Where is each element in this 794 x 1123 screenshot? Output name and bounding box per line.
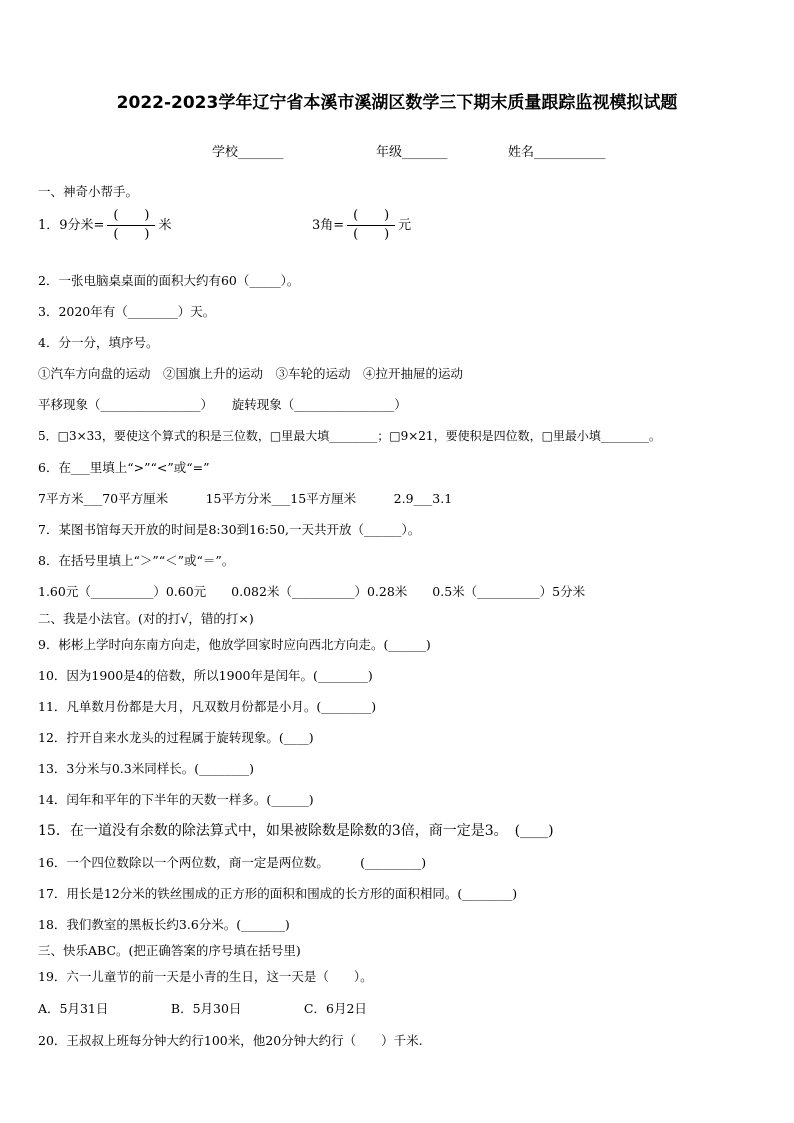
question-3: 3．2020年有（________）天。	[38, 304, 216, 319]
question-2: 2．一张电脑桌桌面的面积大约有60（_____）。	[38, 273, 300, 288]
numerator-blank[interactable]: ( )	[107, 209, 155, 226]
numerator-blank[interactable]: ( )	[347, 209, 395, 226]
section-2-heading: 二、我是小法官。(对的打√，错的打×)	[38, 611, 254, 626]
grade-field[interactable]: 年级_______	[376, 145, 448, 160]
question-18: 18．我们教室的黑板长约3.6分米。(_______)	[38, 917, 290, 932]
page-title: 2022-2023学年辽宁省本溪市溪湖区数学三下期末质量跟踪监视模拟试题	[116, 93, 678, 113]
question-15: 15．在一道没有余数的除法算式中，如果被除数是除数的3倍，商一定是3。 (____)	[38, 823, 554, 839]
question-14: 14．闰年和平年的下半年的天数一样多。(______)	[38, 792, 314, 807]
fraction-blank[interactable]	[347, 209, 395, 242]
q1a-prefix: 1．9分米=	[38, 218, 105, 233]
fraction-blank[interactable]	[107, 209, 155, 242]
question-6-items: 7平方米___70平方厘米 15平方分米___15平方厘米 2.9___3.1	[38, 491, 453, 506]
question-8-items: 1.60元（__________）0.60元 0.082米（__________）0.28米 0.5米（__________）5分米	[38, 584, 586, 599]
question-4-options: ①汽车方向盘的运动 ②国旗上升的运动 ③车轮的运动 ④拉开抽屉的运动	[38, 366, 464, 381]
section-1-heading: 一、神奇小帮手。	[38, 184, 139, 199]
question-9: 9．彬彬上学时向东南方向走，他放学回家时应向西北方向走。(______)	[38, 637, 431, 652]
name-field[interactable]: 姓名___________	[508, 145, 606, 160]
question-6: 6．在___里填上“>”“<”或“=”	[38, 460, 210, 475]
question-4: 4．分一分，填序号。	[38, 335, 159, 350]
question-20: 20．王叔叔上班每分钟大约行100米，他20分钟大约行（ ）千米.	[38, 1033, 423, 1048]
question-7: 7．某图书馆每天开放的时间是8:30到16:50,一天共开放（______）。	[38, 522, 421, 537]
question-13: 13．3分米与0.3米同样长。(________)	[38, 761, 254, 776]
question-8: 8．在括号里填上“＞”“＜”或“＝”。	[38, 553, 235, 568]
question-17: 17．用长是12分米的铁丝围成的正方形的面积和围成的长方形的面积相同。(________)	[38, 886, 518, 901]
question-19-options: A．5月31日 B．5月30日 C．6月2日	[38, 1001, 367, 1016]
question-10: 10．因为1900是4的倍数，所以1900年是闰年。(________)	[38, 668, 373, 683]
denominator-blank[interactable]: ( )	[353, 227, 390, 242]
section-3-heading: 三、快乐ABC。(把正确答案的序号填在括号里)	[38, 943, 301, 958]
q1a-suffix: 米	[158, 218, 172, 233]
question-16: 16．一个四位数除以一个两位数，商一定是两位数。 (_________)	[38, 855, 427, 870]
question-4-fill: 平移现象（________________） 旋转现象（________________）	[38, 397, 407, 412]
question-19: 19．六一儿童节的前一天是小青的生日，这一天是（ ）。	[38, 969, 373, 984]
question-11: 11．凡单数月份都是大月，凡双数月份都是小月。(________)	[38, 699, 377, 714]
question-1b	[312, 209, 411, 242]
q1b-suffix: 元	[398, 218, 412, 233]
school-field[interactable]: 学校_______	[212, 145, 284, 160]
denominator-blank[interactable]: ( )	[113, 227, 150, 242]
question-1a	[38, 209, 171, 242]
question-12: 12．拧开自来水龙头的过程属于旋转现象。(____)	[38, 730, 314, 745]
question-5: 5．□3×33，要使这个算式的积是三位数，□里最大填________；□9×21，要使积是四位数，□里最小填________。	[38, 429, 661, 443]
q1b-prefix: 3角=	[312, 218, 345, 233]
